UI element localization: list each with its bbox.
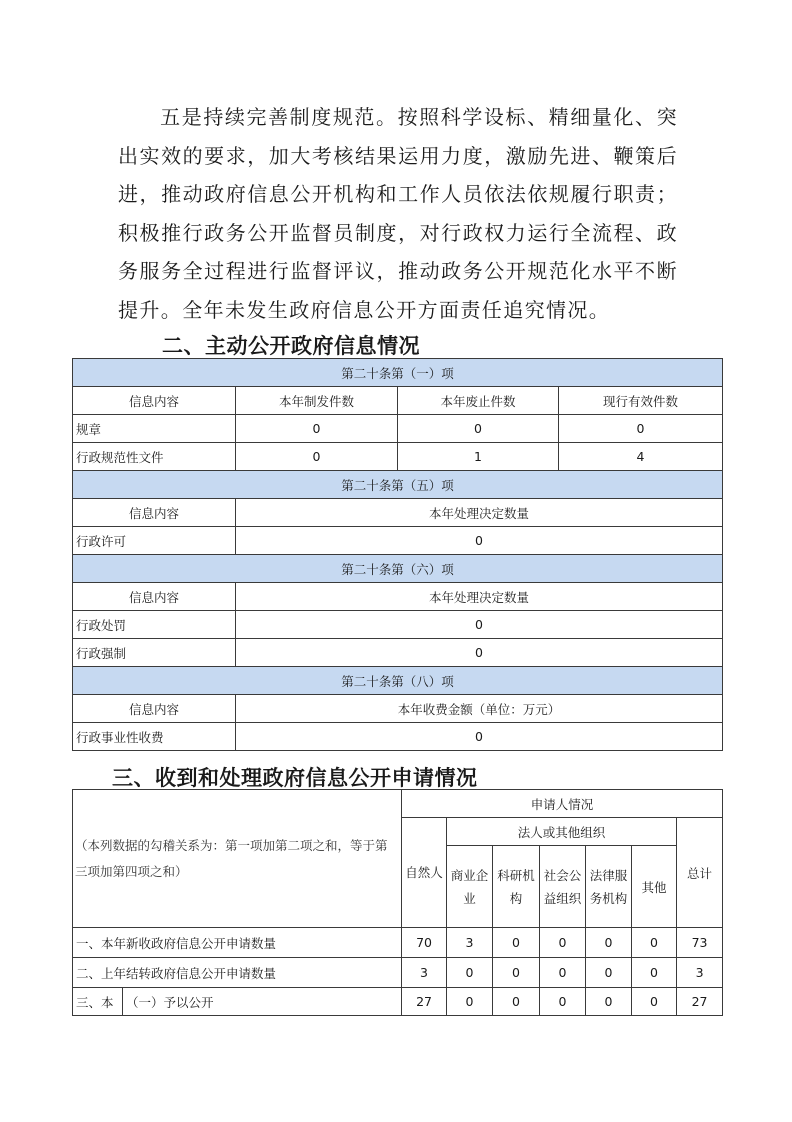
col-research: 科研机构	[493, 846, 540, 928]
cell-value: 0	[540, 958, 586, 988]
row-label: 行政事业性收费	[73, 723, 236, 751]
body-paragraph	[118, 98, 678, 329]
row-label: 二、上年结转政府信息公开申请数量	[73, 958, 402, 988]
cell-value: 0	[236, 443, 398, 471]
table-row	[73, 958, 723, 988]
cell-value: 70	[402, 928, 447, 958]
cell-value: 0	[559, 415, 723, 443]
cell-value: 3	[677, 958, 723, 988]
row-label: 行政强制	[73, 639, 236, 667]
row-label: 行政许可	[73, 527, 236, 555]
column-header-row	[73, 695, 723, 723]
row-label: 规章	[73, 415, 236, 443]
cell-value: 0	[632, 988, 677, 1016]
total-header: 总计	[677, 818, 723, 928]
application-table	[72, 789, 723, 1016]
cell-value: 0	[632, 958, 677, 988]
section-header-row	[73, 471, 723, 499]
row-label: 行政处罚	[73, 611, 236, 639]
col-info-content: 信息内容	[73, 695, 236, 723]
col-decision-count: 本年处理决定数量	[236, 499, 723, 527]
cell-value: 0	[236, 723, 723, 751]
cell-value: 27	[677, 988, 723, 1016]
cell-value: 0	[236, 611, 723, 639]
cell-value: 3	[447, 928, 493, 958]
col-commercial: 商业企业	[447, 846, 493, 928]
column-header-row	[73, 499, 723, 527]
table-row	[73, 639, 723, 667]
col-issued: 本年制发件数	[236, 387, 398, 415]
cell-value: 3	[402, 958, 447, 988]
section-header-row	[73, 555, 723, 583]
table-row	[73, 611, 723, 639]
column-header-row	[73, 583, 723, 611]
cell-value: 0	[540, 988, 586, 1016]
section-header-row	[73, 667, 723, 695]
item6-header: 第二十条第（六）项	[73, 555, 723, 583]
section-2-title: 二、主动公开政府信息情况	[162, 334, 420, 358]
col-info-content: 信息内容	[73, 499, 236, 527]
col-info-content: 信息内容	[73, 583, 236, 611]
table-row	[73, 527, 723, 555]
item5-header: 第二十条第（五）项	[73, 471, 723, 499]
cell-value: 0	[540, 928, 586, 958]
col-fee-amount: 本年收费金额（单位：万元）	[236, 695, 723, 723]
cell-value: 0	[493, 928, 540, 958]
row-label: 一、本年新收政府信息公开申请数量	[73, 928, 402, 958]
item8-header: 第二十条第（八）项	[73, 667, 723, 695]
cell-value: 0	[586, 988, 632, 1016]
legal-entity-header: 法人或其他组织	[447, 818, 677, 846]
cell-value: 0	[236, 527, 723, 555]
column-header-row	[73, 387, 723, 415]
col-legal-service: 法律服务机构	[586, 846, 632, 928]
row-label: 行政规范性文件	[73, 443, 236, 471]
row-label: （一）予以公开	[123, 988, 402, 1016]
applicant-header: 申请人情况	[402, 790, 723, 818]
col-valid: 现行有效件数	[559, 387, 723, 415]
col-public-welfare: 社会公益组织	[540, 846, 586, 928]
col-info-content: 信息内容	[73, 387, 236, 415]
cell-value: 4	[559, 443, 723, 471]
cell-value: 0	[236, 639, 723, 667]
item1-header: 第二十条第（一）项	[73, 359, 723, 387]
cell-value: 1	[398, 443, 559, 471]
cell-value: 0	[586, 958, 632, 988]
table-row	[73, 443, 723, 471]
natural-person-header: 自然人	[402, 818, 447, 928]
section-3-title: 三、收到和处理政府信息公开申请情况	[112, 766, 478, 790]
note-cell: （本列数据的勾稽关系为：第一项加第二项之和，等于第三项加第四项之和）	[73, 790, 402, 928]
cell-value: 0	[236, 415, 398, 443]
section-header-row	[73, 359, 723, 387]
cell-value: 0	[632, 928, 677, 958]
cell-value: 27	[402, 988, 447, 1016]
cell-value: 73	[677, 928, 723, 958]
row-label-group: 三、本	[73, 988, 123, 1016]
table-row	[73, 415, 723, 443]
cell-value: 0	[447, 988, 493, 1016]
table-row	[73, 988, 723, 1016]
cell-value: 0	[493, 988, 540, 1016]
paragraph-text: 五是持续完善制度规范。按照科学设标、精细量化、突出实效的要求，加大考核结果运用力度，激励先进、鞭策后进，推动政府信息公开机构和工作人员依法依规履行职责；积极推行政务公开监督员制度，对行政权力运行全流程、政务服务全过程进行监督评议，推动政务公开规范化水平不断提升。全年未发生政府信息公开方面责任追究情况。	[118, 105, 678, 322]
col-other: 其他	[632, 846, 677, 928]
table-row	[73, 928, 723, 958]
cell-value: 0	[447, 958, 493, 988]
cell-value: 0	[398, 415, 559, 443]
proactive-disclosure-table	[72, 358, 723, 751]
table-row	[73, 723, 723, 751]
col-abolished: 本年废止件数	[398, 387, 559, 415]
cell-value: 0	[493, 958, 540, 988]
col-decision-count: 本年处理决定数量	[236, 583, 723, 611]
cell-value: 0	[586, 928, 632, 958]
